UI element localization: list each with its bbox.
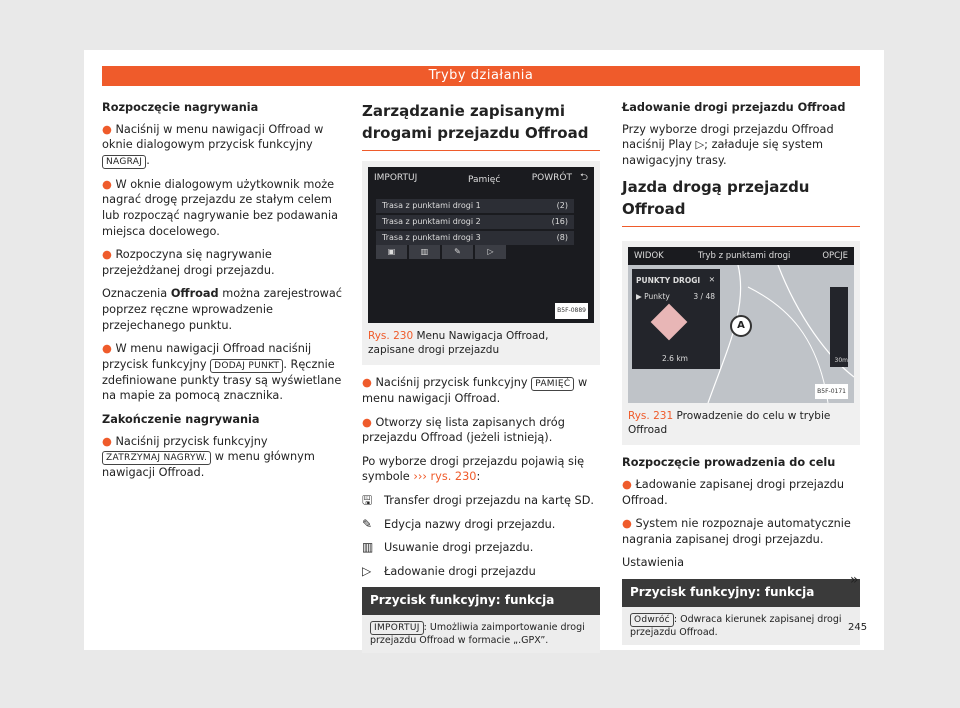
back-tab: POWRÓT <box>531 173 572 183</box>
paragraph: Po wyborze drogi przejazdu pojawią się symbole ››› rys. 230: <box>362 454 585 484</box>
figure-code: B5F-0171 <box>815 384 848 400</box>
nav-screen-offroad <box>628 247 854 403</box>
stop-recording-key: ZATRZYMAJ NAGRYW. <box>102 451 211 465</box>
symbol-row: 🖫 Transfer drogi przejazdu na kartę SD. <box>362 492 595 507</box>
symbol-row: ▷ Ładowanie drogi przejazdu <box>362 563 536 578</box>
page-header-banner: Tryby działania <box>102 66 860 86</box>
play-icon: ▷ <box>362 563 372 578</box>
section-title: Zarządzanie zapisanymi drogami przejazdu Offroad <box>362 100 600 151</box>
figure-code: B5F-0889 <box>555 303 588 319</box>
pencil-icon: ✎ <box>362 516 373 531</box>
table-row: Odwróć : Odwraca kierunek zapisanej drogi przejazdu Offroad. <box>622 607 860 645</box>
list-item: ● Ładowanie zapisanej drogi przejazdu Offroad. <box>622 477 845 507</box>
add-point-key: DODAJ PUNKT <box>210 359 283 373</box>
list-item: Trasa z punktami drogi 2 (16) <box>376 215 574 229</box>
direction-arrow-icon <box>651 304 688 341</box>
distance: 2.6 km <box>662 354 688 364</box>
pencil-icon: ✎ <box>442 245 473 259</box>
figure-230 <box>362 161 600 365</box>
import-key: IMPORTUJ <box>370 621 424 635</box>
scale-label: 30m <box>834 357 848 365</box>
play-icon: ▷ <box>475 245 506 259</box>
trash-icon: ▥ <box>409 245 440 259</box>
action-buttons <box>376 245 506 259</box>
import-tab: IMPORTUJ <box>374 173 418 183</box>
load-heading: Ładowanie drogi przejazdu Offroad <box>622 101 846 114</box>
paragraph: Oznaczenia Offroad można zarejestrować poprzez ręczne wprowadzenie przejechanego punktu. <box>102 287 343 332</box>
figure-231 <box>622 241 860 445</box>
figure-reference: ››› rys. 230 <box>413 470 477 484</box>
start-recording-heading: Rozpoczęcie nagrywania <box>102 101 259 114</box>
save-icon: 🖫 <box>362 492 373 507</box>
list-item: ● Naciśnij przycisk funkcyjny PAMIĘĆ w menu nawigacji Offroad. <box>362 376 588 405</box>
symbol-row: ✎ Edycja nazwy drogi przejazdu. <box>362 516 556 531</box>
column-3 <box>622 100 860 645</box>
column-2 <box>362 100 600 653</box>
save-icon: ▣ <box>376 245 407 259</box>
figure-caption: Rys. 231 Prowadzenie do celu w trybie Offroad <box>628 410 831 437</box>
list-item: ● Naciśnij w menu nawigacji Offroad w oknie dialogowym przycisk funkcyjny NAGRAJ . <box>102 122 324 167</box>
trash-icon: ▥ <box>362 540 374 555</box>
back-arrow-icon: ⮌ <box>579 172 588 183</box>
symbol-row: ▥ Usuwanie drogi przejazdu. <box>362 540 534 555</box>
paragraph: Przy wyborze drogi przejazdu Offroad naciśnij Play ▷; załaduje się system nawigacyjny trasy. <box>622 122 834 167</box>
list-item: Trasa z punktami drogi 1 (2) <box>376 199 574 213</box>
nav-screen-memory <box>368 167 594 323</box>
table-row: IMPORTUJ : Umożliwia zaimportowanie drogi przejazdu Offroad w formacie „.GPX”. <box>362 615 600 653</box>
points-value: 3 / 48 <box>693 292 715 302</box>
column-1 <box>102 100 348 489</box>
continue-arrow: » <box>850 572 859 588</box>
destination-marker: A <box>730 315 752 337</box>
view-tab: WIDOK <box>634 251 664 262</box>
list-item: ● W oknie dialogowym użytkownik może nagrać drogę przejazdu ze stałym celem lub rozpocząć nagrywanie bez podawania miejsca docelowego. <box>102 177 339 238</box>
guidance-heading: Rozpoczęcie prowadzenia do celu <box>622 456 836 470</box>
memory-title: Pamięć <box>468 175 501 185</box>
list-item: ● Otworzy się lista zapisanych dróg przejazdu Offroad (jeżeli istnieją). <box>362 415 565 445</box>
settings-heading: Ustawienia <box>622 556 685 570</box>
points-label: ▶ Punkty <box>636 292 670 302</box>
list-item: ● Naciśnij przycisk funkcyjny ZATRZYMAJ NAGRYW. w menu głównym nawigacji Offroad. <box>102 434 315 480</box>
table-header: Przycisk funkcyjny: funkcja <box>362 587 600 615</box>
record-key: NAGRAJ <box>102 155 146 169</box>
close-icon: ✕ <box>708 275 715 285</box>
end-recording-heading: Zakończenie nagrywania <box>102 412 260 426</box>
list-item: ● System nie rozpoznaje automatycznie nagrania zapisanej drogi przejazdu. <box>622 517 851 546</box>
mode-title: Tryb z punktami drogi <box>698 251 791 262</box>
options-tab: OPCJE <box>822 251 848 262</box>
reverse-key: Odwróć <box>630 613 674 627</box>
list-item: ● Rozpoczyna się nagrywanie przejeżdżanej drogi przejazdu. <box>102 248 275 277</box>
list-item: Trasa z punktami drogi 3 (8) <box>376 231 574 245</box>
section-title: Jazda drogą przejazdu Offroad <box>622 176 860 227</box>
list-item: ● W menu nawigacji Offroad naciśnij przycisk funkcyjny DODAJ PUNKT . Ręcznie zdefiniowane punkty trasy są wyświetlane na mapie za pomocą znacznika. <box>102 342 342 403</box>
table-header: Przycisk funkcyjny: funkcja <box>622 579 860 607</box>
page-number: 245 <box>848 622 868 633</box>
figure-caption: Rys. 230 Menu Nawigacja Offroad, zapisane drogi przejazdu <box>368 330 549 356</box>
waypoints-panel <box>632 269 720 369</box>
screen-top-bar <box>628 247 854 265</box>
memory-key: PAMIĘĆ <box>531 377 574 391</box>
panel-title: PUNKTY DROGI <box>636 276 701 286</box>
